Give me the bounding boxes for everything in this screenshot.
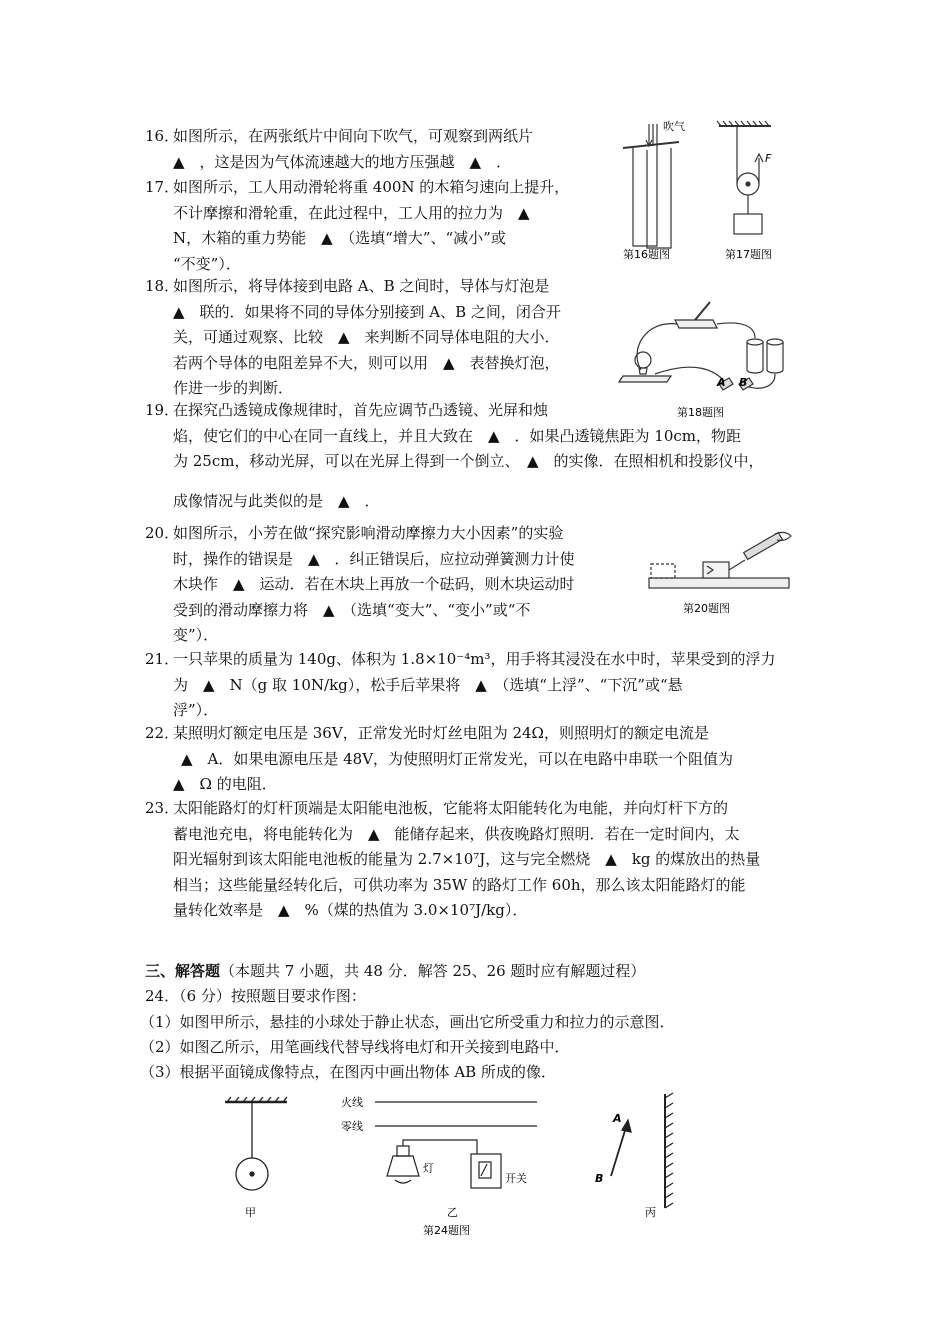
figure-16-17 [615,118,785,268]
question-18 [145,274,561,402]
figure-17-caption: 第17题图 [725,248,772,261]
question-21 [145,647,775,724]
figure-24 [215,1088,695,1240]
switch-label: 开关 [505,1172,527,1185]
section-note: （本题共 7 小题，共 48 分．解答 25、26 题时应有解题过程） [220,962,646,980]
text-line: 一只苹果的质量为 140g、体积为 1.8×10⁻⁴m³，用手将其浸没在水中时，苹果受到的浮力 [173,650,776,668]
figure-18-caption: 第18题图 [677,406,724,419]
text-line: 量转化效率是 ▲ %（煤的热值为 3.0×10⁷J/kg）． [173,901,528,919]
text-line: 若两个导体的电阻差异不大，则可以用 ▲ 表替换灯泡， [173,353,560,372]
question-23 [145,796,760,924]
question-24-part1: （1）如图甲所示，悬挂的小球处于静止状态，画出它所受重力和拉力的示意图． [140,1013,675,1031]
text-line: 相当；这些能量经转化后，可供功率为 35W 的路灯工作 60h，那么该太阳能路灯的能 [173,875,746,894]
text-line: 受到的滑动摩擦力将 ▲ （选填“变大”、“变小”或“不 [173,600,531,619]
question-number: 20． [145,524,180,542]
section-heading [145,960,645,981]
text-line: 如图所示，小芳在做“探究影响滑动摩擦力大小因素”的实验 [173,524,564,542]
figure-yi-label: 乙 [447,1206,458,1219]
question-22 [145,721,733,798]
mirror-point-a: A [613,1112,622,1125]
figure-17-pulley [717,121,771,234]
text-line: 太阳能路灯的灯杆顶端是太阳能电池板，它能将太阳能转化为电能，并向灯杆下方的 [173,799,729,817]
question-17 [145,175,569,277]
text-line: 阳光辐射到该太阳能电池板的能量为 2.7×10⁷J，这与完全燃烧 ▲ kg 的煤放出的热量 [173,850,761,868]
text-line: 浮”）． [173,701,219,719]
text-line: 作进一步的判断． [173,379,294,397]
lamp-label: 灯 [423,1162,434,1175]
question-number: 21． [145,650,180,668]
text-line: “不变”）． [173,254,241,273]
question-24-part3: （3）根据平面镜成像特点，在图丙中画出物体 AB 所成的像． [140,1063,556,1081]
figure-jia-label: 甲 [245,1206,256,1219]
text-line: 时，操作的错误是 ▲ ．纠正错误后，应拉动弹簧测力计使 [173,549,575,568]
figure-24-caption: 第24题图 [423,1224,470,1237]
text-line: 如图所示，将导体接到电路 A、B 之间时，导体与灯泡是 [173,277,550,295]
question-24-head: 24．（6 分）按照题目要求作图： [145,987,366,1005]
text-line: 在探究凸透镜成像规律时，首先应调节凸透镜、光屏和烛 [173,401,549,419]
text-line: 变”）． [173,626,219,644]
text-line: 如图所示，工人用动滑轮将重 400N 的木箱匀速向上提升， [173,178,570,196]
question-16 [145,124,533,175]
force-label: F [765,152,772,165]
neutral-wire-label: 零线 [341,1120,363,1133]
figure-16-papers [623,124,679,248]
text-line: 如图所示，在两张纸片中间向下吹气，可观察到两纸片 [173,127,534,145]
figure-jia-ball [225,1097,287,1190]
text-line: 蓄电池充电，将电能转化为 ▲ 能储存起来，供夜晚路灯照明．若在一定时间内，太 [173,824,740,843]
text-line: 成像情况与此类似的是 ▲ ． [173,491,380,510]
figure-18 [615,290,795,420]
question-number: 16． [145,127,180,145]
figure-20 [645,526,800,621]
question-24-part2: （2）如图乙所示，用笔画线代替导线将电灯和开关接到电路中． [140,1038,570,1056]
text-line: 木块作 ▲ 运动．若在木块上再放一个砝码，则木块运动时 [173,575,575,593]
question-number: 23． [145,799,180,817]
text-line: 为 25cm，移动光屏，可以在光屏上得到一个倒立、 ▲ 的实像．在照相机和投影仪中， [173,452,764,470]
text-line: 某照明灯额定电压是 36V，正常发光时灯丝电阻为 24Ω，则照明灯的额定电流是 [173,724,709,742]
section-title: 三、解答题 [145,962,221,980]
text-line: ▲ ，这是因为气体流速越大的地方压强越 ▲ ． [173,152,512,171]
point-b-label: B [739,376,748,389]
point-a-label: A [717,376,726,389]
blow-label: 吹气 [663,120,685,133]
question-number: 18． [145,277,180,295]
question-number: 22． [145,724,180,742]
text-line: ▲ 联的．如果将不同的导体分别接到 A、B 之间，闭合开 [173,302,561,321]
text-line: N，木箱的重力势能 ▲ （选填“增大”、“减小”或 [173,229,506,247]
figure-bing-mirror [611,1093,673,1208]
text-line: ▲ Ω 的电阻． [173,775,277,793]
figure-bing-label: 丙 [645,1206,656,1219]
text-line: 焰，使它们的中心在同一直线上，并且大致在 ▲ ．如果凸透镜焦距为 10cm，物距 [173,426,742,445]
text-line: 为 ▲ N（g 取 10N/kg），松手后苹果将 ▲ （选填“上浮”、“下沉”或“悬 [173,675,683,694]
figure-16-caption: 第16题图 [623,248,670,261]
question-number: 17． [145,178,180,196]
question-number: 19． [145,401,180,419]
live-wire-label: 火线 [341,1096,363,1109]
question-20 [145,521,575,649]
text-line: ▲ A．如果电源电压是 48V，为使照明灯正常发光，可以在电路中串联一个阻值为 [181,749,734,768]
mirror-point-b: B [595,1172,604,1185]
figure-20-caption: 第20题图 [683,602,730,615]
text-line: 不计摩擦和滑轮重，在此过程中，工人用的拉力为 ▲ [173,203,530,222]
text-line: 关，可通过观察、比较 ▲ 来判断不同导体电阻的大小． [173,328,560,346]
